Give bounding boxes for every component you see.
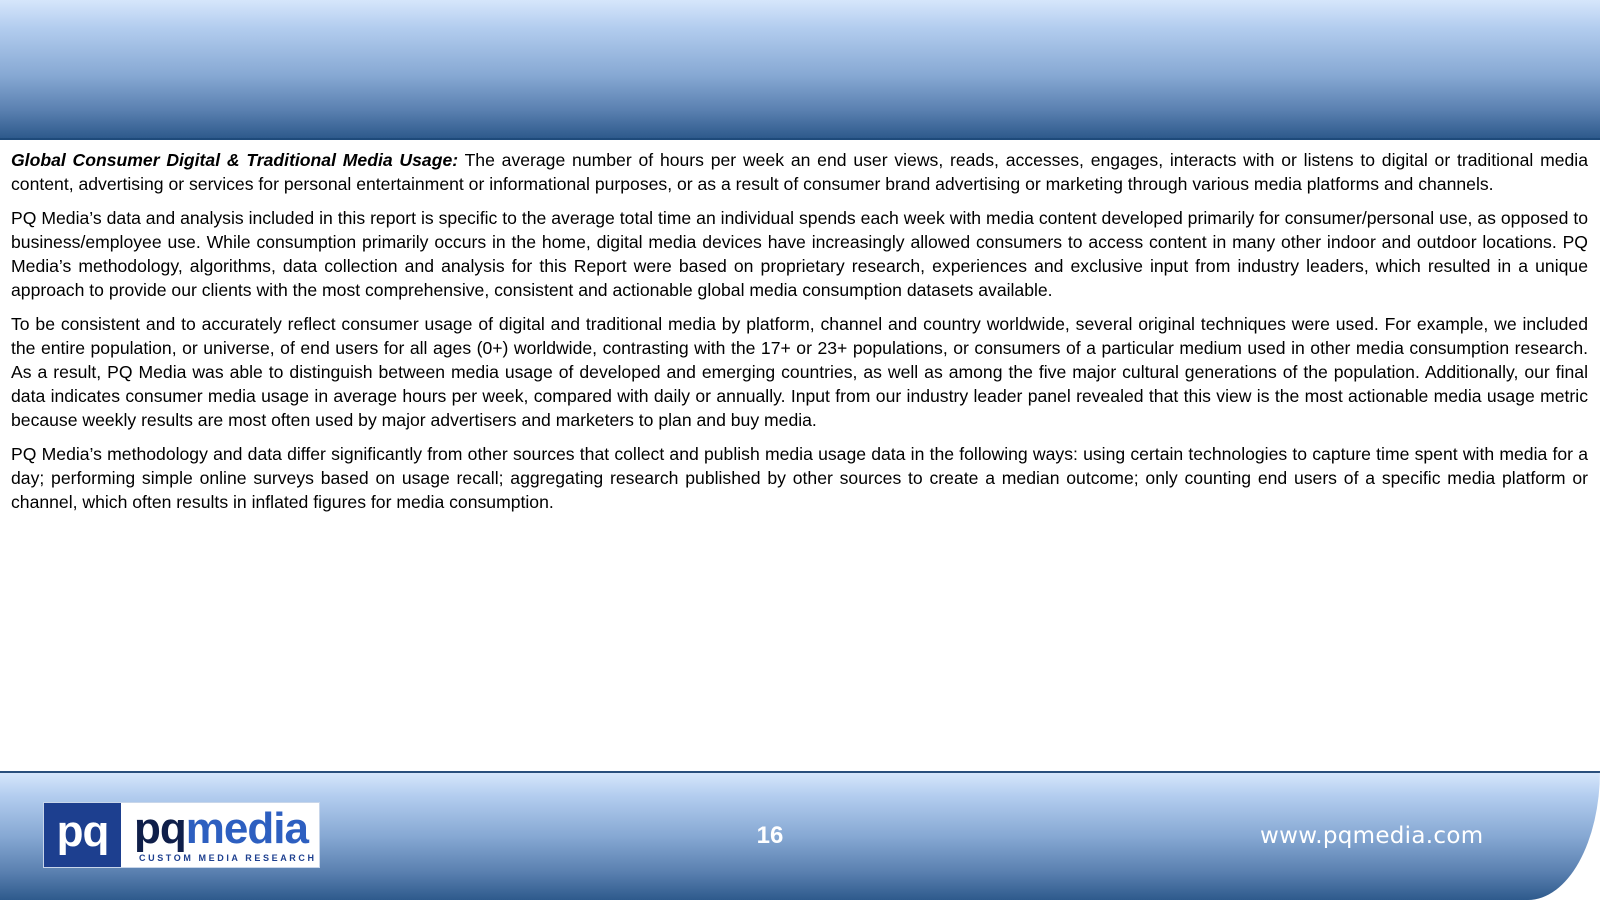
- website-url: www.pqmedia.com: [1260, 823, 1484, 849]
- logo-wordmark: [134, 805, 308, 853]
- paragraph-techniques: To be consistent and to accurately reflect consumer usage of digital and traditional media by platform, channel and country worldwide, several original techniques were used. For example, we included the entire population, or universe, of end users for all ages (0+) worldwide, contrasting with the 17+ or 23+ populations, or consumers of a particular medium used in other media consumption research. As a result, PQ Media was able to distinguish between media usage of developed and emerging countries, as well as among the five major cultural generations of the population. Additionally, our final data indicates consumer media usage in average hours per week, compared with daily or annually. Input from our industry leader panel revealed that this view is the most actionable media usage metric because weekly results are most often used by major advertisers and marketers to plan and buy media.: [11, 314, 1588, 430]
- logo-word-pq: pq: [134, 804, 186, 853]
- logo-mark: pq: [44, 803, 121, 867]
- definition-text: The average number of hours per week an end user views, reads, accesses, engages, interacts with or listens to digital or traditional media content, advertising or services for personal entertainment or informational purposes, or as a result of consumer brand advertising or marketing through various media platforms and channels.: [11, 150, 1588, 194]
- logo-word-media: media: [185, 804, 308, 853]
- definition-term: Global Consumer Digital & Traditional Media Usage:: [11, 150, 459, 170]
- paragraph-scope: PQ Media’s data and analysis included in this report is specific to the average total time an individual spends each week with media content developed primarily for consumer/personal use, as opposed to business/employee use. While consumption primarily occurs in the home, digital media devices have increasingly allowed consumers to access content in many other indoor and outdoor locations. PQ Media’s methodology, algorithms, data collection and analysis for this Report were based on proprietary research, experiences and exclusive input from industry leaders, which resulted in a unique approach to provide our clients with the most comprehensive, consistent and actionable global media consumption datasets available.: [11, 208, 1588, 300]
- pqmedia-logo: [43, 802, 320, 868]
- header-band: [0, 0, 1600, 140]
- body-text: [11, 148, 1588, 524]
- definition-paragraph: [11, 148, 1588, 196]
- logo-tagline: CUSTOM MEDIA RESEARCH: [139, 853, 317, 863]
- page-number: 16: [756, 822, 784, 849]
- paragraph-differences: PQ Media’s methodology and data differ significantly from other sources that collect and publish media usage data in the following ways: using certain technologies to capture time spent with media for a day; performing simple online surveys based on usage recall; aggregating research published by other sources to create a median outcome; only counting end users of a specific media platform or channel, which often results in inflated figures for media consumption.: [11, 444, 1588, 512]
